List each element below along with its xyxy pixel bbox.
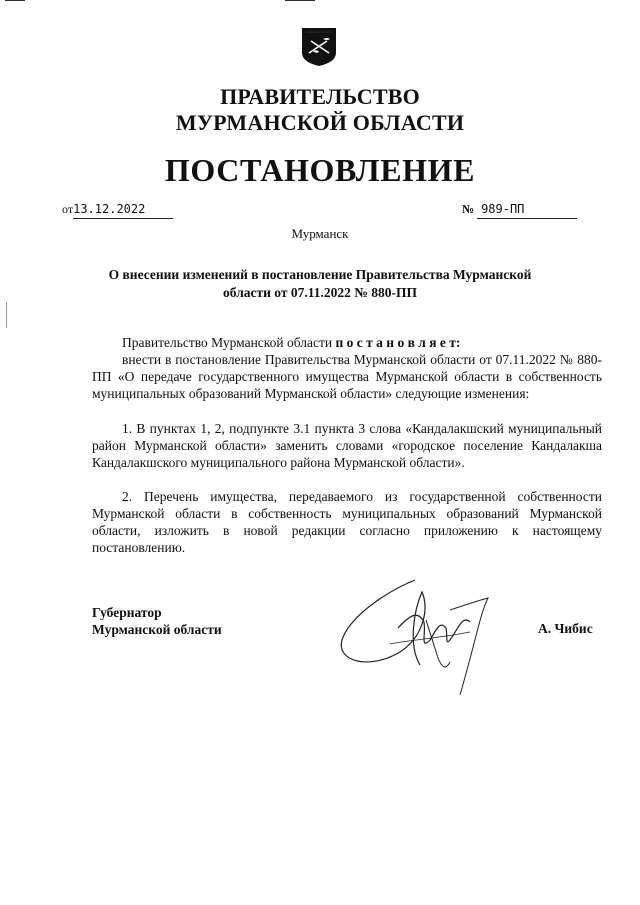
- signatory-title: [92, 604, 222, 638]
- signatory-title-line1: Губернатор: [92, 605, 162, 620]
- document-date: [62, 200, 173, 219]
- coat-of-arms-icon: [301, 27, 337, 67]
- subject-line1: О внесении изменений в постановление Правительства Мурманской: [108, 267, 532, 282]
- paragraph-item-2: 2. Перечень имущества, передаваемого из государственной собственности Мурманской области в собственность муниципальных образований Мурманской области, изложить в новой редакции согласно приложению к настоящему постановлению.: [92, 489, 602, 555]
- document-type-title: ПОСТАНОВЛЕНИЕ: [164, 152, 476, 188]
- date-value: 13.12.2022: [73, 200, 173, 219]
- city-name: Мурманск: [291, 226, 349, 241]
- date-prefix: от: [62, 202, 74, 216]
- paragraph-item-1: 1. В пунктах 1, 2, подпункте 3.1 пункта 3 слова «Кандалакшский муниципальный район Мурманской области» заменить словами «городское поселение Кандалакша Кандалакшского муниципального района Мурманской области».: [92, 421, 602, 470]
- document-number: [462, 200, 577, 219]
- scan-edge-mark: [5, 0, 25, 1]
- signatory-title-line2: Мурманской области: [92, 622, 222, 637]
- intro-decree-word: п о с т а н о в л я е т:: [335, 335, 461, 350]
- number-value: 989-ПП: [477, 200, 577, 219]
- intro-paragraph: [92, 334, 602, 351]
- organization-name-line1: ПРАВИТЕЛЬСТВО: [220, 84, 420, 109]
- signatory-name: А. Чибис: [538, 621, 593, 636]
- subject-line2: области от 07.11.2022 № 880-ПП: [223, 285, 417, 300]
- handwritten-signature-icon: [330, 570, 510, 700]
- intro-text: Правительство Мурманской области: [122, 335, 333, 350]
- number-prefix: №: [462, 202, 475, 216]
- paragraph-amendment: внести в постановление Правительства Мурманской области от 07.11.2022 № 880-ПП «О передаче государственного имущества Мурманской области в собственность муниципальных образований Мурманской области» следующие изменения:: [92, 352, 602, 401]
- organization-name-line2: МУРМАНСКОЙ ОБЛАСТИ: [175, 110, 465, 135]
- document-subject: [100, 266, 540, 302]
- scan-edge-mark: [285, 0, 315, 1]
- scan-edge-mark: [6, 302, 7, 328]
